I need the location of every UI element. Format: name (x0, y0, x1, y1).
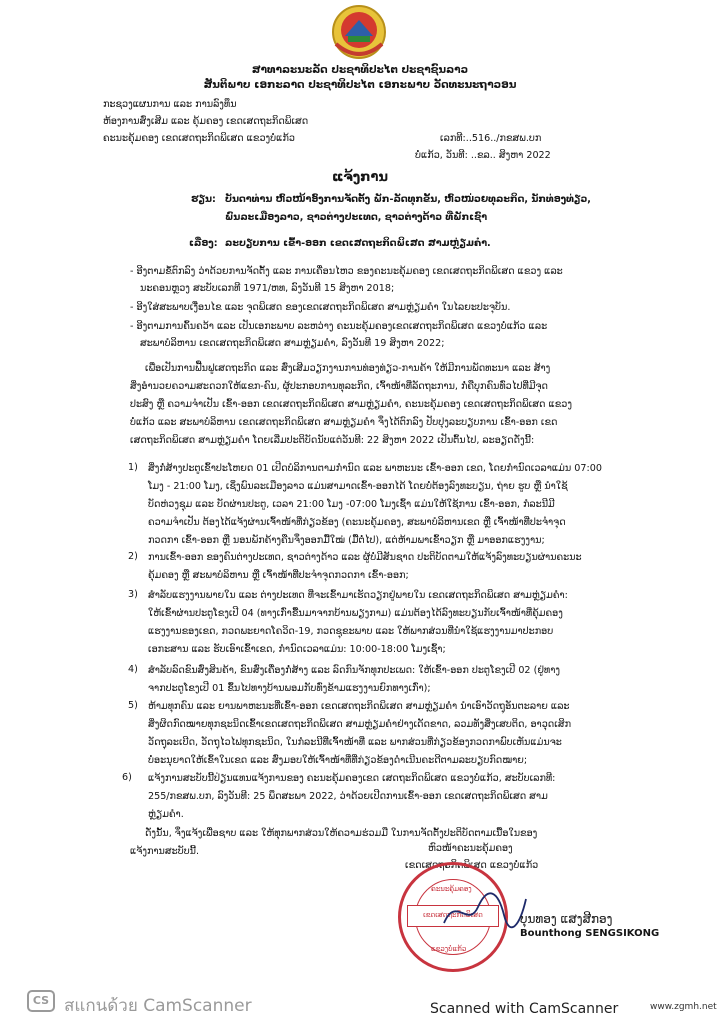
national-emblem (328, 4, 390, 62)
reference-1-line-1: - ອີງຕາມຂໍ້ຕົກລົງ ວ່າດ້ວຍການຈັດຕັ້ງ ແລະ ການເຄື່ອນໄຫວ ຂອງຄະນະຄຸ້ມຄອງ ເຂດເສດຖະກິດພິເສດ ແຂວງ ແລະ (130, 266, 563, 277)
reference-3-line-2: ສະພາບໍລິຫານ ເຂດເສດຖະກິດພິເສດ ສາມຫຼ່ຽມຄຳ, ລົງວັນທີ 19 ສິງຫາ 2022; (140, 338, 445, 349)
item-5-line-4: ບໍ່ອະນຸຍາດໃຫ້ເຂົ້າໃນເຂດ ແລະ ສົ່ງມອບໃຫ້ເຈົ້າໜ້າທີ່ທີ່ກ່ຽວຂ້ອງດຳເນີນຄະດີຕາມລະບຽບກົດໝາຍ; (148, 755, 528, 766)
signature-org: ເຂດເສດຖະກິດພິເສດ ແຂວງບໍ່ແກ້ວ (405, 860, 539, 871)
item-5-line-1: ຫ້າມທຸກຄົນ ແລະ ຍານພາຫະນະທີ່ເຂົ້າ-ອອກ ເຂດເສດຖະກິດພິເສດ ສາມຫຼ່ຽມຄຳ ນຳເອົາວັດຖຸອັນຕະລາຍ ແລະ (148, 701, 570, 712)
scanned-with-english: Scanned with CamScanner (430, 1001, 619, 1017)
item-2-number: 2) (128, 551, 138, 562)
to-line-1: ບັນດາທ່ານ ຫົວໜ້າອົງການຈັດຕັ້ງ ພັກ-ລັດທຸກຂັ້ນ, ຫົວໜ່ວຍທຸລະກິດ, ນັກທ່ອງທ່ຽວ, (225, 194, 591, 205)
item-3-line-3: ແຮງງານຂອງເຂດ, ກວດພະຍາດໂຄວິດ-19, ກວດຊຸຂະພາບ ແລະ ໃຫ້ພາກສ່ວນທີ່ນຳໃຊ້ແຮງງານມາປະກອບ (148, 626, 554, 637)
item-3-number: 3) (128, 589, 138, 600)
signature-name-en: Bounthong SENGSIKONG (520, 928, 660, 939)
item-4-line-1: ສຳລັບລົດຂົນສົ່ງສິນຄ້າ, ຂົນສົ່ງເຄື່ອງກໍ່ສ້າງ ແລະ ລົດກົນຈັກທຸກປະເພດ: ໃຫ້ເຂົ້າ-ອອກ ປະຕູໂຂງເປີ 02 (ຢູ່ທາງ (148, 665, 561, 676)
item-1-line-2: ໂມງ - 21:00 ໂມງ, ເຊິ່ງພົນລະເມືອງລາວ ແມ່ນສາມາດເຂົ້າ-ອອກໄດ້ ໂດຍບໍ່ຕ້ອງລົງທະບຽນ, ຖ່າຍ ຮູບ ຫຼື ນຳໃຊ້ (148, 481, 568, 492)
ministry-name: ກະຊວງແຜນການ ແລະ ການລົງທຶນ (103, 99, 237, 110)
intro-line-3: ປະສົງ ຫຼື ຄວາມຈຳເປັນ ເຂົ້າ-ອອກ ເຂດເສດຖະກິດພິເສດ ສາມຫຼ່ຽມຄຳ, ຄະນະຄຸ້ມຄອງ ເຂດເສດຖະກິດພິເສດ ແຂວງ (130, 399, 573, 410)
subject-label: ເລື່ອງ: (189, 238, 218, 249)
item-3-line-4: ເອກະສານ ແລະ ຮັບເອົາເຂົ້າເຂດ, ກຳນົດເວລາແມ່ນ: 10:00-18:00 ໂມງເຊົ້າ; (148, 644, 446, 655)
signature-role: ຫົວໜ້າຄະນະຄຸ້ມຄອງ (428, 843, 513, 854)
item-1-line-1: ສິ່ງກໍ່ສ້າງປະຕູເຂົ້າປະໂຫຍດ 01 ເປີດບໍລິການຕາມກຳນົດ ແລະ ພາຫະນະ ເຂົ້າ-ອອກ ເຂດ, ໂດຍກຳນົດເວລາແມ່ນ 07:00 (148, 463, 602, 474)
item-4-number: 4) (128, 664, 138, 675)
office-name: ຫ້ອງການສົ່ງເສີມ ແລະ ຄຸ້ມຄອງ ເຂດເສດຖະກິດພິເສດ (103, 116, 309, 127)
closing-line-1: ດັ່ງນັ້ນ, ຈຶ່ງແຈ້ງເພື່ອຊາບ ແລະ ໃຫ້ທຸກພາກສ່ວນໃຫ້ຄວາມຮ່ວມມື ໃນການຈັດຕັ້ງປະຕິບັດຕາມເນື້ອໃນຂອງ (145, 828, 538, 839)
item-1-line-4: ຄວາມຈຳເປັນ ຕ້ອງໄດ້ແຈ້ງຜ່ານເຈົ້າໜ້າທີ່ກ່ຽວຂ້ອງ (ຄະນະຄຸ້ມຄອງ, ສະພາບໍລິຫານເຂດ ຫຼື ເຈົ້າໜ້າທີ່ປະຈຳຈຸດ (148, 517, 566, 528)
item-2-line-2: ຄຸ້ມຄອງ ຫຼື ສະພາບໍລິຫານ ຫຼື ເຈົ້າໜ້າທີ່ປະຈຳຈຸດກວດກາ ເຂົ້າ-ອອກ; (148, 570, 409, 581)
to-label: ຮຽນ: (191, 194, 216, 205)
item-4-line-2: ຈາກປະຕູໂຂງເປີ 01 ຂຶ້ນໄປທາງບ້ານພອມກັບທົ່ງຂ້າມແຮງງານຍົກທາງເກົ່າ); (148, 683, 431, 694)
republic-title: ສາທາລະນະລັດ ປະຊາທິປະໄຕ ປະຊາຊົນລາວ (251, 64, 469, 76)
subject-text: ລະບຽບການ ເຂົ້າ-ອອກ ເຂດເສດຖະກິດພິເສດ ສາມຫຼ່ຽມຄຳ. (225, 238, 491, 249)
national-motto: ສັນຕິພາບ ເອກະລາດ ປະຊາທິປະໄຕ ເອກະພາບ ວັດທະນະຖາວອນ (203, 79, 517, 91)
document-number: ເລກທີ:..516../ກຂສພ.ບກ (440, 133, 542, 144)
reference-2: - ອີງໃສ່ສະພາບເງື່ອນໄຂ ແລະ ຈຸດພິເສດ ຂອງເຂດເສດຖະກິດພິເສດ ສາມຫຼ່ຽມຄຳ ໃນໄລຍະປະຈຸບັນ. (130, 302, 511, 313)
stamp-top-text: ຄະນະຄຸ້ມຄອງ (431, 885, 472, 893)
signature-name-lao: ບຸນທອງ ແສງສີກອງ (520, 912, 613, 926)
document-date: ບໍ່ແກ້ວ, ວັນທີ: ..ຂລ.. ສິງຫາ 2022 (415, 150, 551, 161)
item-1-number: 1) (128, 462, 138, 473)
item-3-line-2: ໃຫ້ເຂົ້າຜ່ານປະຕູໂຂງເປີ 04 (ທາງເກົ່າຂື້ນມາຈາກບ້ານພຽງກາມ) ແມ່ນຕ້ອງໄດ້ລົງທະບຽນກັບເຈົ້າໜ້າທີ່ຄຸ້ມຄອງ (148, 608, 563, 619)
item-5-line-2: ສິ່ງຜິດກົດໝາຍທຸກຊະນິດເຂົ້າເຂດເສດຖະກິດພິເສດ ສາມຫຼ່ຽມຄຳຢ່າງເດັດຂາດ, ລວມທັງສິ່ງເສບຕິດ, ອາວຸດເສິກ (148, 719, 571, 730)
item-1-line-3: ບັດຫ່ວງຊຸມ ແລະ ບັດຜ່ານປະຕູ, ເວລາ 21:00 ໂມງ -07:00 ໂມງເຊົ້າ ແມ່ນໃຫ້ໃຊ້ການ ເຂົ້າ-ອອກ, ກໍລະນີມີ (148, 499, 555, 510)
document-title: ແຈ້ງການ (332, 170, 388, 185)
intro-line-5: ເສດຖະກິດພິເສດ ສາມຫຼ່ຽມຄຳ ໂດຍເລີ່ມປະຕິບັດນັບແຕ່ວັນທີ: 22 ສິງຫາ 2022 ເປັນຕົ້ນໄປ, ລະອຽດດັ່ງນີ້: (130, 435, 535, 446)
reference-3-line-1: - ອີງຕາມການຄົ້ນຄວ້າ ແລະ ເປັນເອກະພາບ ລະຫວ່າງ ຄະນະຄຸ້ມຄອງເຂດເສດຖະກິດພິເສດ ແຂວງບໍ່ແກ້ວ ແລະ (130, 321, 548, 332)
handwritten-signature (440, 885, 530, 935)
item-6-line-1: ແຈ້ງການສະບັບນີ້ປ່ຽນແທນແຈ້ງການຂອງ ຄະນະຄຸ້ມຄອງເຂດ ເສດຖະກິດພິເສດ ແຂວງບໍ່ແກ້ວ, ສະບັບເລກທີ: (148, 773, 556, 784)
item-6-line-2: 255/ກຂສພ.ບກ, ລົງວັນທີ: 25 ພຶດສະພາ 2022, ວ່າດ້ວຍເປີດການເຂົ້າ-ອອກ ເຂດເສດຖະກິດພິເສດ ສາມ (148, 791, 548, 802)
item-6-line-3: ຫຼ່ຽມຄຳ. (148, 809, 184, 820)
intro-line-2: ສິ່ງອຳນວຍຄວາມສະດວກໃຫ້ແຂກ-ຄົນ, ຜູ້ປະກອບການທຸລະກິດ, ເຈົ້າໜ້າທີ່ລັດຖະການ, ກໍ່ຄືບຸກຄົນທົ່ວໄປທີ່ມີຈຸດ (130, 381, 548, 392)
item-6-number: 6) (122, 772, 132, 783)
reference-1-line-2: ນະຄອນຫຼວງ ສະບັບເລກທີ 1971/ຫທ, ລົງວັນທີ 15 ສິງຫາ 2018; (140, 283, 395, 294)
stamp-bottom-text: ແຂວງບໍ່ແກ້ວ (431, 945, 467, 953)
closing-line-2: ແຈ້ງການສະບັບນີ້. (130, 846, 200, 857)
intro-line-4: ບໍ່ແກ້ວ ແລະ ສະພາບໍລິຫານ ເຂດເສດຖະກິດພິເສດ ສາມຫຼ່ຽມຄຳ ຈຶ່ງໄດ້ຕົກລົງ ປັບປຸງລະບຽບການ ເຂົ້າ-ອອກ ເຂດ (130, 417, 558, 428)
intro-line-1: ເພື່ອເປັນການຟື້ນຟູເສດຖະກິດ ແລະ ສົ່ງເສີມວຽກງານການທ່ອງທ່ຽວ-ການຄ້າ ໃຫ້ມີການພັດທະນາ ແລະ ສ້າງ (145, 363, 551, 374)
scanned-with-thai: สแกนด้วย CamScanner (64, 996, 252, 1016)
item-3-line-1: ສຳລັບແຮງງານພາຍໃນ ແລະ ຕ່າງປະເທດ ທີ່ຈະເຂົ້າມາເຮັດວຽກຢູ່ພາຍໃນ ເຂດເສດຖະກິດພິເສດ ສາມຫຼ່ຽມຄຳ: (148, 590, 568, 601)
website-watermark: www.zgmh.net (650, 1002, 717, 1012)
item-2-line-1: ການເຂົ້າ-ອອກ ຂອງຄົນຕ່າງປະເທດ, ຊາວຕ່າງດ້າວ ແລະ ຜູ້ບໍ່ມີສັນຊາດ ປະຕິບັດຕາມໃຫ້ແຈ້ງລົງທະບຽນຜ່ານຄະນະ (148, 552, 582, 563)
item-1-line-5: ກວດກາ ເຂົ້າ-ອອກ ຫຼື ນອນພັກຄ້າງຄືນຈຶ່ງອອກມື້ໃໝ່ (ມື້ຕໍ່ໄປ), ແຕ່ຫ້າມພາເຂົ້າວຽກ ຫຼື ມາອອກແຮງງານ; (148, 535, 545, 546)
stamp-band: ເຂດເສດຖະກິດພິເສດ (407, 905, 499, 927)
camscanner-logo-icon: CS (27, 990, 55, 1012)
to-line-2: ພົນລະເມືອງລາວ, ຊາວຕ່າງປະເທດ, ຊາວຕ່າງດ້າວ ທີ່ພັກເຊົາ (225, 212, 488, 223)
committee-name: ຄະນະຄຸ້ມຄອງ ເຂດເສດຖະກິດພິເສດ ແຂວງບໍ່ແກ້ວ (103, 133, 295, 144)
item-5-number: 5) (128, 700, 138, 711)
item-5-line-3: ວັດຖຸລະເບີດ, ວັດຖຸໄວໄຟທຸກຊະນິດ, ໃນກໍລະນີທີ່ເຈົ້າໜ້າທີ່ ແລະ ພາກສ່ວນທີ່ກ່ຽວຂ້ອງກວດກາພົບເຫັນແມ່ນຈະ (148, 737, 562, 748)
